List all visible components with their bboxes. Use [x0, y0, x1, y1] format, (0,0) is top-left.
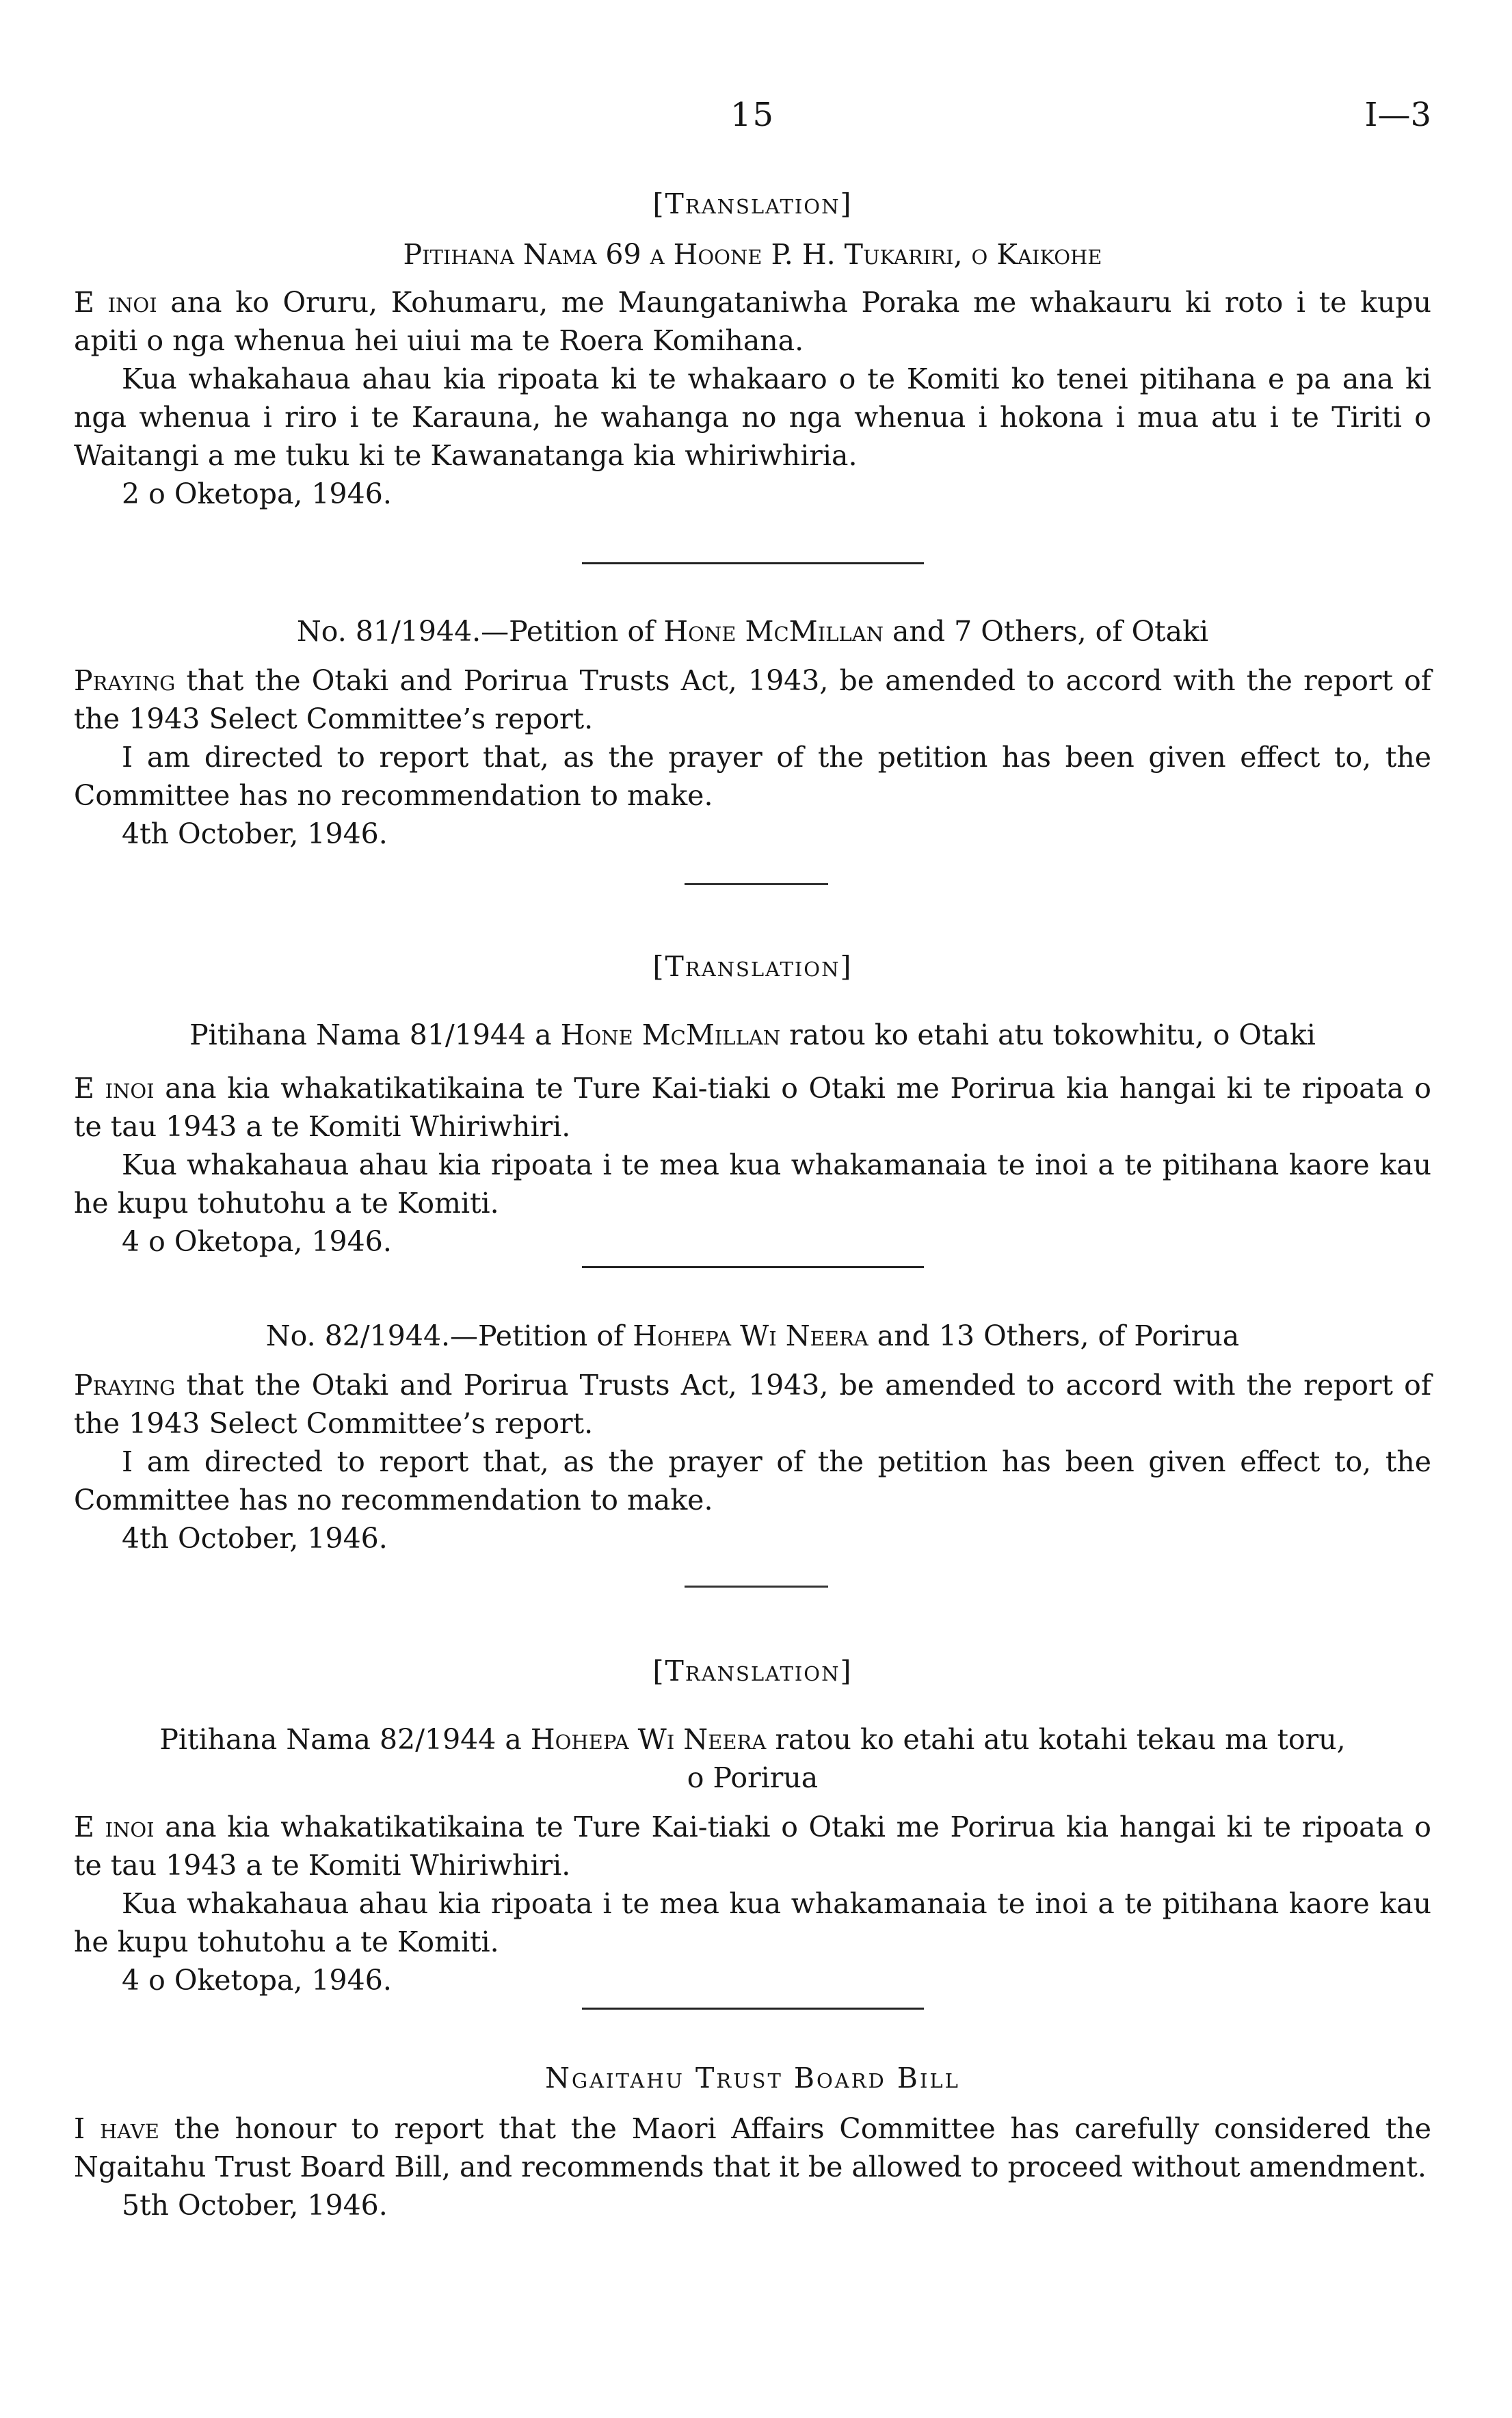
paragraph-text: ana kia whakatikatikaina te Ture Kai-tiaki o Otaki me Porirua kia hangai ki te ripoata o te tau 1943 a te Komiti Whiriwhiri.	[74, 1072, 1431, 1143]
date-line: 4 o Oketopa, 1946.	[122, 1225, 392, 1258]
paragraph	[74, 2110, 1431, 2186]
section-title: Pitihana Nama 69 a Hoone P. H. Tukariri, o Kaikohe	[403, 238, 1102, 271]
paragraph	[74, 1069, 1431, 1146]
section-ngaitahu-bill	[74, 2059, 1431, 2224]
paragraph: I am directed to report that, as the prayer of the petition has been given effect to, the Committee has no recommendation to make.	[74, 741, 1431, 812]
lead-in: E inoi	[74, 1811, 155, 1843]
paragraph-text: ana kia whakatikatikaina te Ture Kai-tiaki o Otaki me Porirua kia hangai ki te ripoata o te tau 1943 a te Komiti Whiriwhiri.	[74, 1811, 1431, 1882]
petitioner-name: Hohepa Wi Neera	[633, 1319, 868, 1352]
translation-heading: [Translation]	[652, 950, 853, 983]
lead-in: E inoi	[74, 1072, 155, 1105]
date-line: 4th October, 1946.	[122, 1522, 388, 1555]
page-number: 15	[730, 96, 775, 134]
date-line: 5th October, 1946.	[122, 2189, 388, 2222]
paragraph	[74, 661, 1431, 738]
title-prefix: Pitihana Nama 81/1944 a	[189, 1019, 561, 1051]
title-prefix: No. 82/1944.—Petition of	[265, 1319, 633, 1352]
date-line: 4 o Oketopa, 1946.	[122, 1964, 392, 1997]
section-title	[74, 1317, 1431, 1355]
section-title-line-2: o Porirua	[687, 1761, 819, 1794]
title-prefix: Pitihana Nama 82/1944 a	[159, 1723, 531, 1756]
section-title	[74, 1016, 1431, 1054]
section-title	[74, 612, 1431, 651]
paragraph: Kua whakahaua ahau kia ripoata i te mea kua whakamanaia te inoi a te pitihana kaore kau he kupu tohutohu a te Komiti.	[74, 1148, 1431, 1220]
paragraph	[74, 1366, 1431, 1443]
short-divider	[685, 1586, 828, 1588]
paragraph-text: ana ko Oruru, Kohumaru, me Maungataniwha Poraka me whakauru ki roto i te kupu apiti o nga whenua hei uiui ma te Roera Komihana.	[74, 286, 1431, 357]
title-suffix: ratou ko etahi atu kotahi tekau ma toru,	[766, 1723, 1346, 1756]
page-header	[74, 96, 1431, 137]
section-petition-82	[74, 1317, 1431, 1558]
paragraph-text: that the Otaki and Porirua Trusts Act, 1943, be amended to accord with the report of the 1943 Select Committee’s report.	[74, 664, 1431, 735]
section-petition-81	[74, 612, 1431, 853]
paragraph	[74, 283, 1431, 360]
translation-heading: [Translation]	[652, 187, 853, 220]
lead-in: Praying	[74, 664, 176, 697]
section-divider	[582, 2008, 924, 2010]
title-suffix: and 7 Others, of Otaki	[883, 615, 1209, 648]
lead-in: Praying	[74, 1369, 176, 1402]
section-translation-69	[74, 185, 1431, 513]
document-code: I—3	[1364, 96, 1431, 134]
title-suffix: and 13 Others, of Porirua	[868, 1319, 1240, 1352]
paragraph	[74, 1808, 1431, 1884]
date-line: 2 o Oketopa, 1946.	[122, 477, 392, 510]
date-line: 4th October, 1946.	[122, 817, 388, 850]
paragraph-text: the honour to report that the Maori Affairs Committee has carefully considered the Ngaitahu Trust Board Bill, and recommends that it be allowed to proceed without amendment.	[74, 2112, 1431, 2183]
paragraph: I am directed to report that, as the prayer of the petition has been given effect to, the Committee has no recommendation to make.	[74, 1445, 1431, 1516]
section-title	[74, 1720, 1431, 1759]
lead-in: E inoi	[74, 286, 157, 319]
title-suffix: ratou ko etahi atu tokowhitu, o Otaki	[780, 1019, 1316, 1051]
section-divider	[582, 1266, 924, 1268]
petitioner-name: Hone McMillan	[663, 615, 884, 648]
petitioner-name: Hone McMillan	[560, 1019, 781, 1051]
petitioner-name: Hohepa Wi Neera	[530, 1723, 767, 1756]
lead-in: I have	[74, 2112, 159, 2145]
section-divider	[582, 562, 924, 564]
section-translation-81	[74, 947, 1431, 1261]
translation-heading: [Translation]	[652, 1655, 853, 1687]
paragraph: Kua whakahaua ahau kia ripoata ki te whakaaro o te Komiti ko tenei pitihana e pa ana ki nga whenua i riro i te Karauna, he wahanga no nga whenua i hokona i mua atu i te Tiriti o Waitangi a me tuku ki te Kawanatanga kia whiriwhiria.	[74, 363, 1431, 472]
paragraph-text: that the Otaki and Porirua Trusts Act, 1943, be amended to accord with the report of the 1943 Select Committee’s report.	[74, 1369, 1431, 1440]
paragraph: Kua whakahaua ahau kia ripoata i te mea kua whakamanaia te inoi a te pitihana kaore kau he kupu tohutohu a te Komiti.	[74, 1887, 1431, 1958]
title-prefix: No. 81/1944.—Petition of	[296, 615, 664, 648]
section-translation-82	[74, 1652, 1431, 1999]
short-divider	[685, 883, 828, 885]
section-title: Ngaitahu Trust Board Bill	[545, 2062, 960, 2094]
